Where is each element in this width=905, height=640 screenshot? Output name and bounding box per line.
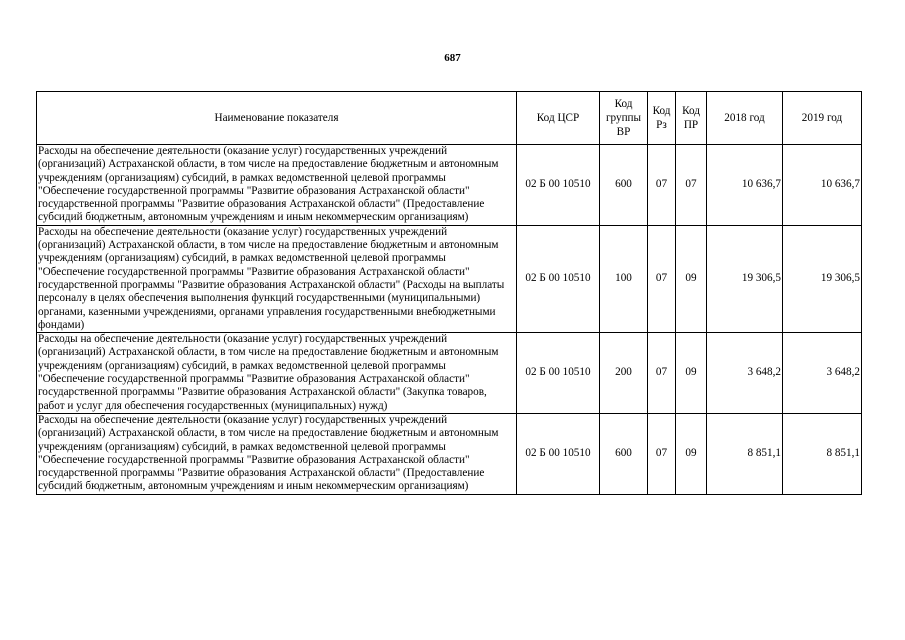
header-2019: 2019 год <box>783 92 862 145</box>
row-csr-code: 02 Б 00 10510 <box>517 225 600 332</box>
row-csr-code: 02 Б 00 10510 <box>517 413 600 494</box>
table-body <box>37 145 862 495</box>
row-vr-code: 600 <box>600 413 648 494</box>
row-amount-2019: 19 306,5 <box>783 225 862 332</box>
row-vr-code: 100 <box>600 225 648 332</box>
header-rz-code: Код Рз <box>648 92 676 145</box>
header-pr-code: Код ПР <box>676 92 707 145</box>
header-row <box>37 92 862 145</box>
row-name: Расходы на обеспечение деятельности (оказание услуг) государственных учреждений (организаций) Астраханской области, в том числе на предоставление бюджетным и автономным учреждениям (организациям) субсидий, в рамках ведомственной целевой программы "Обеспечение государственной программы "Развитие образования Астраханской области" государственной программы "Развитие образования Астраханской области" (Предоставление субсидий бюджетным, автономным учреждениям и иным некоммерческим организациям) <box>37 145 517 226</box>
row-amount-2018: 10 636,7 <box>707 145 783 226</box>
row-pr-code: 09 <box>676 333 707 414</box>
row-csr-code: 02 Б 00 10510 <box>517 145 600 226</box>
header-name: Наименование показателя <box>37 92 517 145</box>
row-rz-code: 07 <box>648 333 676 414</box>
table-row <box>37 413 862 494</box>
header-2018: 2018 год <box>707 92 783 145</box>
row-vr-code: 600 <box>600 145 648 226</box>
row-rz-code: 07 <box>648 225 676 332</box>
header-vr-code: Код группы ВР <box>600 92 648 145</box>
row-pr-code: 09 <box>676 413 707 494</box>
row-amount-2018: 19 306,5 <box>707 225 783 332</box>
row-amount-2018: 3 648,2 <box>707 333 783 414</box>
table-row <box>37 333 862 414</box>
row-rz-code: 07 <box>648 145 676 226</box>
row-name: Расходы на обеспечение деятельности (оказание услуг) государственных учреждений (организаций) Астраханской области, в том числе на предоставление бюджетным и автономным учреждениям (организациям) субсидий, в рамках ведомственной целевой программы "Обеспечение государственной программы "Развитие образования Астраханской области" государственной программы "Развитие образования Астраханской области" (Закупка товаров, работ и услуг для обеспечения государственных (муниципальных) нужд) <box>37 333 517 414</box>
table-row <box>37 225 862 332</box>
row-amount-2018: 8 851,1 <box>707 413 783 494</box>
table-header <box>37 92 862 145</box>
page-number: 687 <box>444 52 461 64</box>
row-name: Расходы на обеспечение деятельности (оказание услуг) государственных учреждений (организаций) Астраханской области, в том числе на предоставление бюджетным и автономным учреждениям (организациям) субсидий, в рамках ведомственной целевой программы "Обеспечение государственной программы "Развитие образования Астраханской области" государственной программы "Развитие образования Астраханской области" (Расходы на выплаты персоналу в целях обеспечения выполнения функций государственными (муниципальными) органами, казенными учреждениями, органами управления государственными внебюджетными фондами) <box>37 225 517 332</box>
budget-table <box>36 91 862 495</box>
table-row <box>37 145 862 226</box>
row-pr-code: 09 <box>676 225 707 332</box>
header-csr-code: Код ЦСР <box>517 92 600 145</box>
row-vr-code: 200 <box>600 333 648 414</box>
row-pr-code: 07 <box>676 145 707 226</box>
row-name: Расходы на обеспечение деятельности (оказание услуг) государственных учреждений (организаций) Астраханской области, в том числе на предоставление бюджетным и автономным учреждениям (организациям) субсидий, в рамках ведомственной целевой программы "Обеспечение государственной программы "Развитие образования Астраханской области" государственной программы "Развитие образования Астраханской области" (Предоставление субсидий бюджетным, автономным учреждениям и иным некоммерческим организациям) <box>37 413 517 494</box>
row-rz-code: 07 <box>648 413 676 494</box>
row-csr-code: 02 Б 00 10510 <box>517 333 600 414</box>
row-amount-2019: 10 636,7 <box>783 145 862 226</box>
row-amount-2019: 3 648,2 <box>783 333 862 414</box>
row-amount-2019: 8 851,1 <box>783 413 862 494</box>
